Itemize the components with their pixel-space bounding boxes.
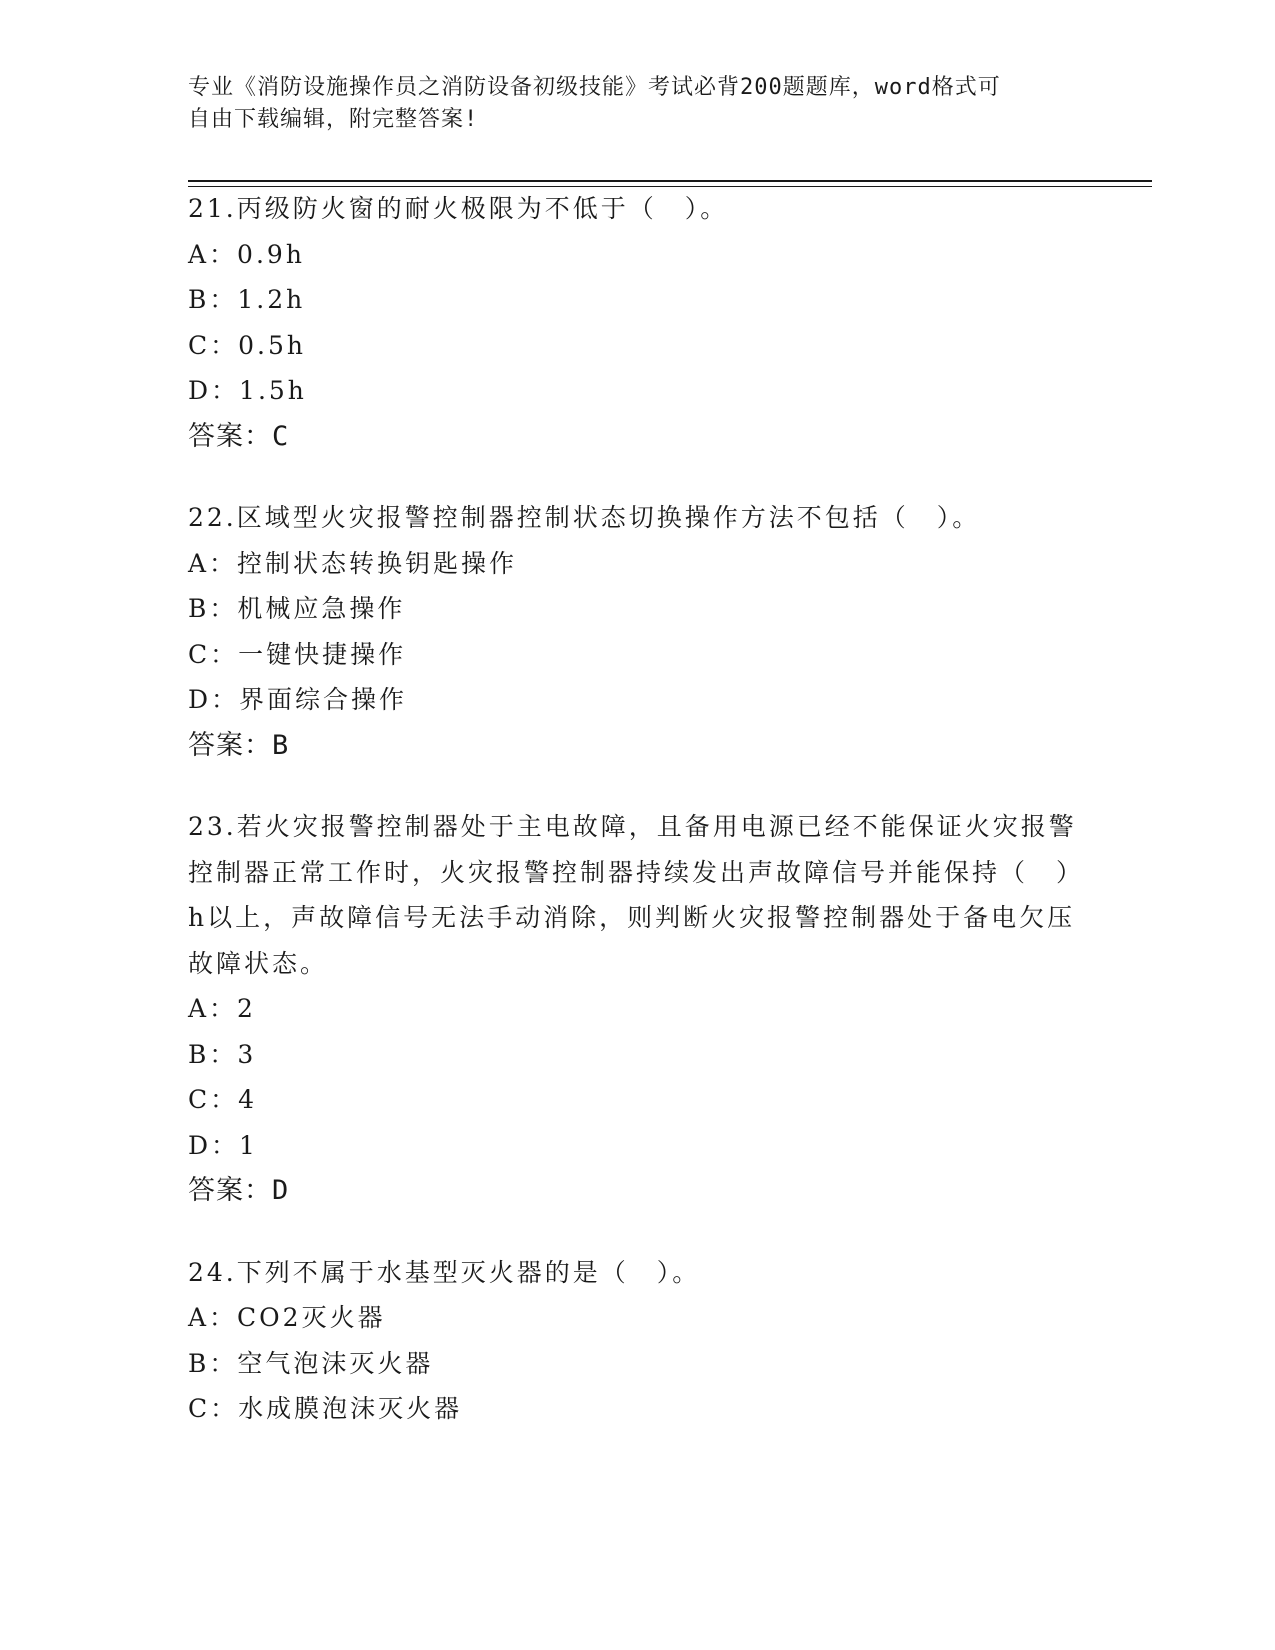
question-list bbox=[188, 186, 1088, 1468]
question-23 bbox=[188, 804, 1088, 1214]
option-d: D：1.5h bbox=[188, 376, 307, 405]
question-text: 24.下列不属于水基型灭火器的是（ ）。 bbox=[188, 1257, 701, 1287]
answer: 答案：B bbox=[188, 729, 290, 761]
header-line-1: 专业《消防设施操作员之消防设备初级技能》考试必背200题题库，word格式可 bbox=[188, 75, 1001, 100]
option-b: B：3 bbox=[188, 1039, 257, 1069]
answer: 答案：C bbox=[188, 420, 290, 452]
question-text: 23.若火灾报警控制器处于主电故障，且备用电源已经不能保证火灾报警控制器正常工作时，火灾报警控制器持续发出声故障信号并能保持（ ）h以上，声故障信号无法手动消除，则判断火灾报警控制器处于备电欠压故障状态。 bbox=[188, 812, 1085, 978]
option-c: C：水成膜泡沫灭火器 bbox=[188, 1394, 463, 1423]
option-a: A：CO2灭火器 bbox=[188, 1303, 386, 1332]
question-text: 22.区域型火灾报警控制器控制状态切换操作方法不包括（ ）。 bbox=[188, 503, 981, 532]
question-text: 21.丙级防火窗的耐火极限为不低于（ ）。 bbox=[188, 194, 729, 223]
option-d: D：界面综合操作 bbox=[188, 685, 408, 714]
option-b: B：空气泡沫灭火器 bbox=[188, 1348, 434, 1378]
option-a: A：0.9h bbox=[188, 239, 305, 269]
option-a: A：2 bbox=[188, 994, 256, 1023]
option-b: B：1.2h bbox=[188, 285, 306, 314]
document-header bbox=[188, 72, 1088, 136]
header-rule-thick bbox=[188, 180, 1152, 182]
option-c: C：4 bbox=[188, 1085, 258, 1114]
question-22 bbox=[188, 495, 1088, 768]
answer: 答案：D bbox=[188, 1175, 290, 1206]
option-c: C：0.5h bbox=[188, 330, 306, 360]
question-21 bbox=[188, 186, 1088, 459]
option-a: A：控制状态转换钥匙操作 bbox=[188, 548, 518, 578]
option-b: B：机械应急操作 bbox=[188, 594, 406, 623]
option-c: C：一键快捷操作 bbox=[188, 639, 407, 669]
header-line-2: 自由下载编辑，附完整答案! bbox=[188, 107, 479, 132]
option-d: D：1 bbox=[188, 1130, 258, 1160]
question-24 bbox=[188, 1250, 1088, 1432]
